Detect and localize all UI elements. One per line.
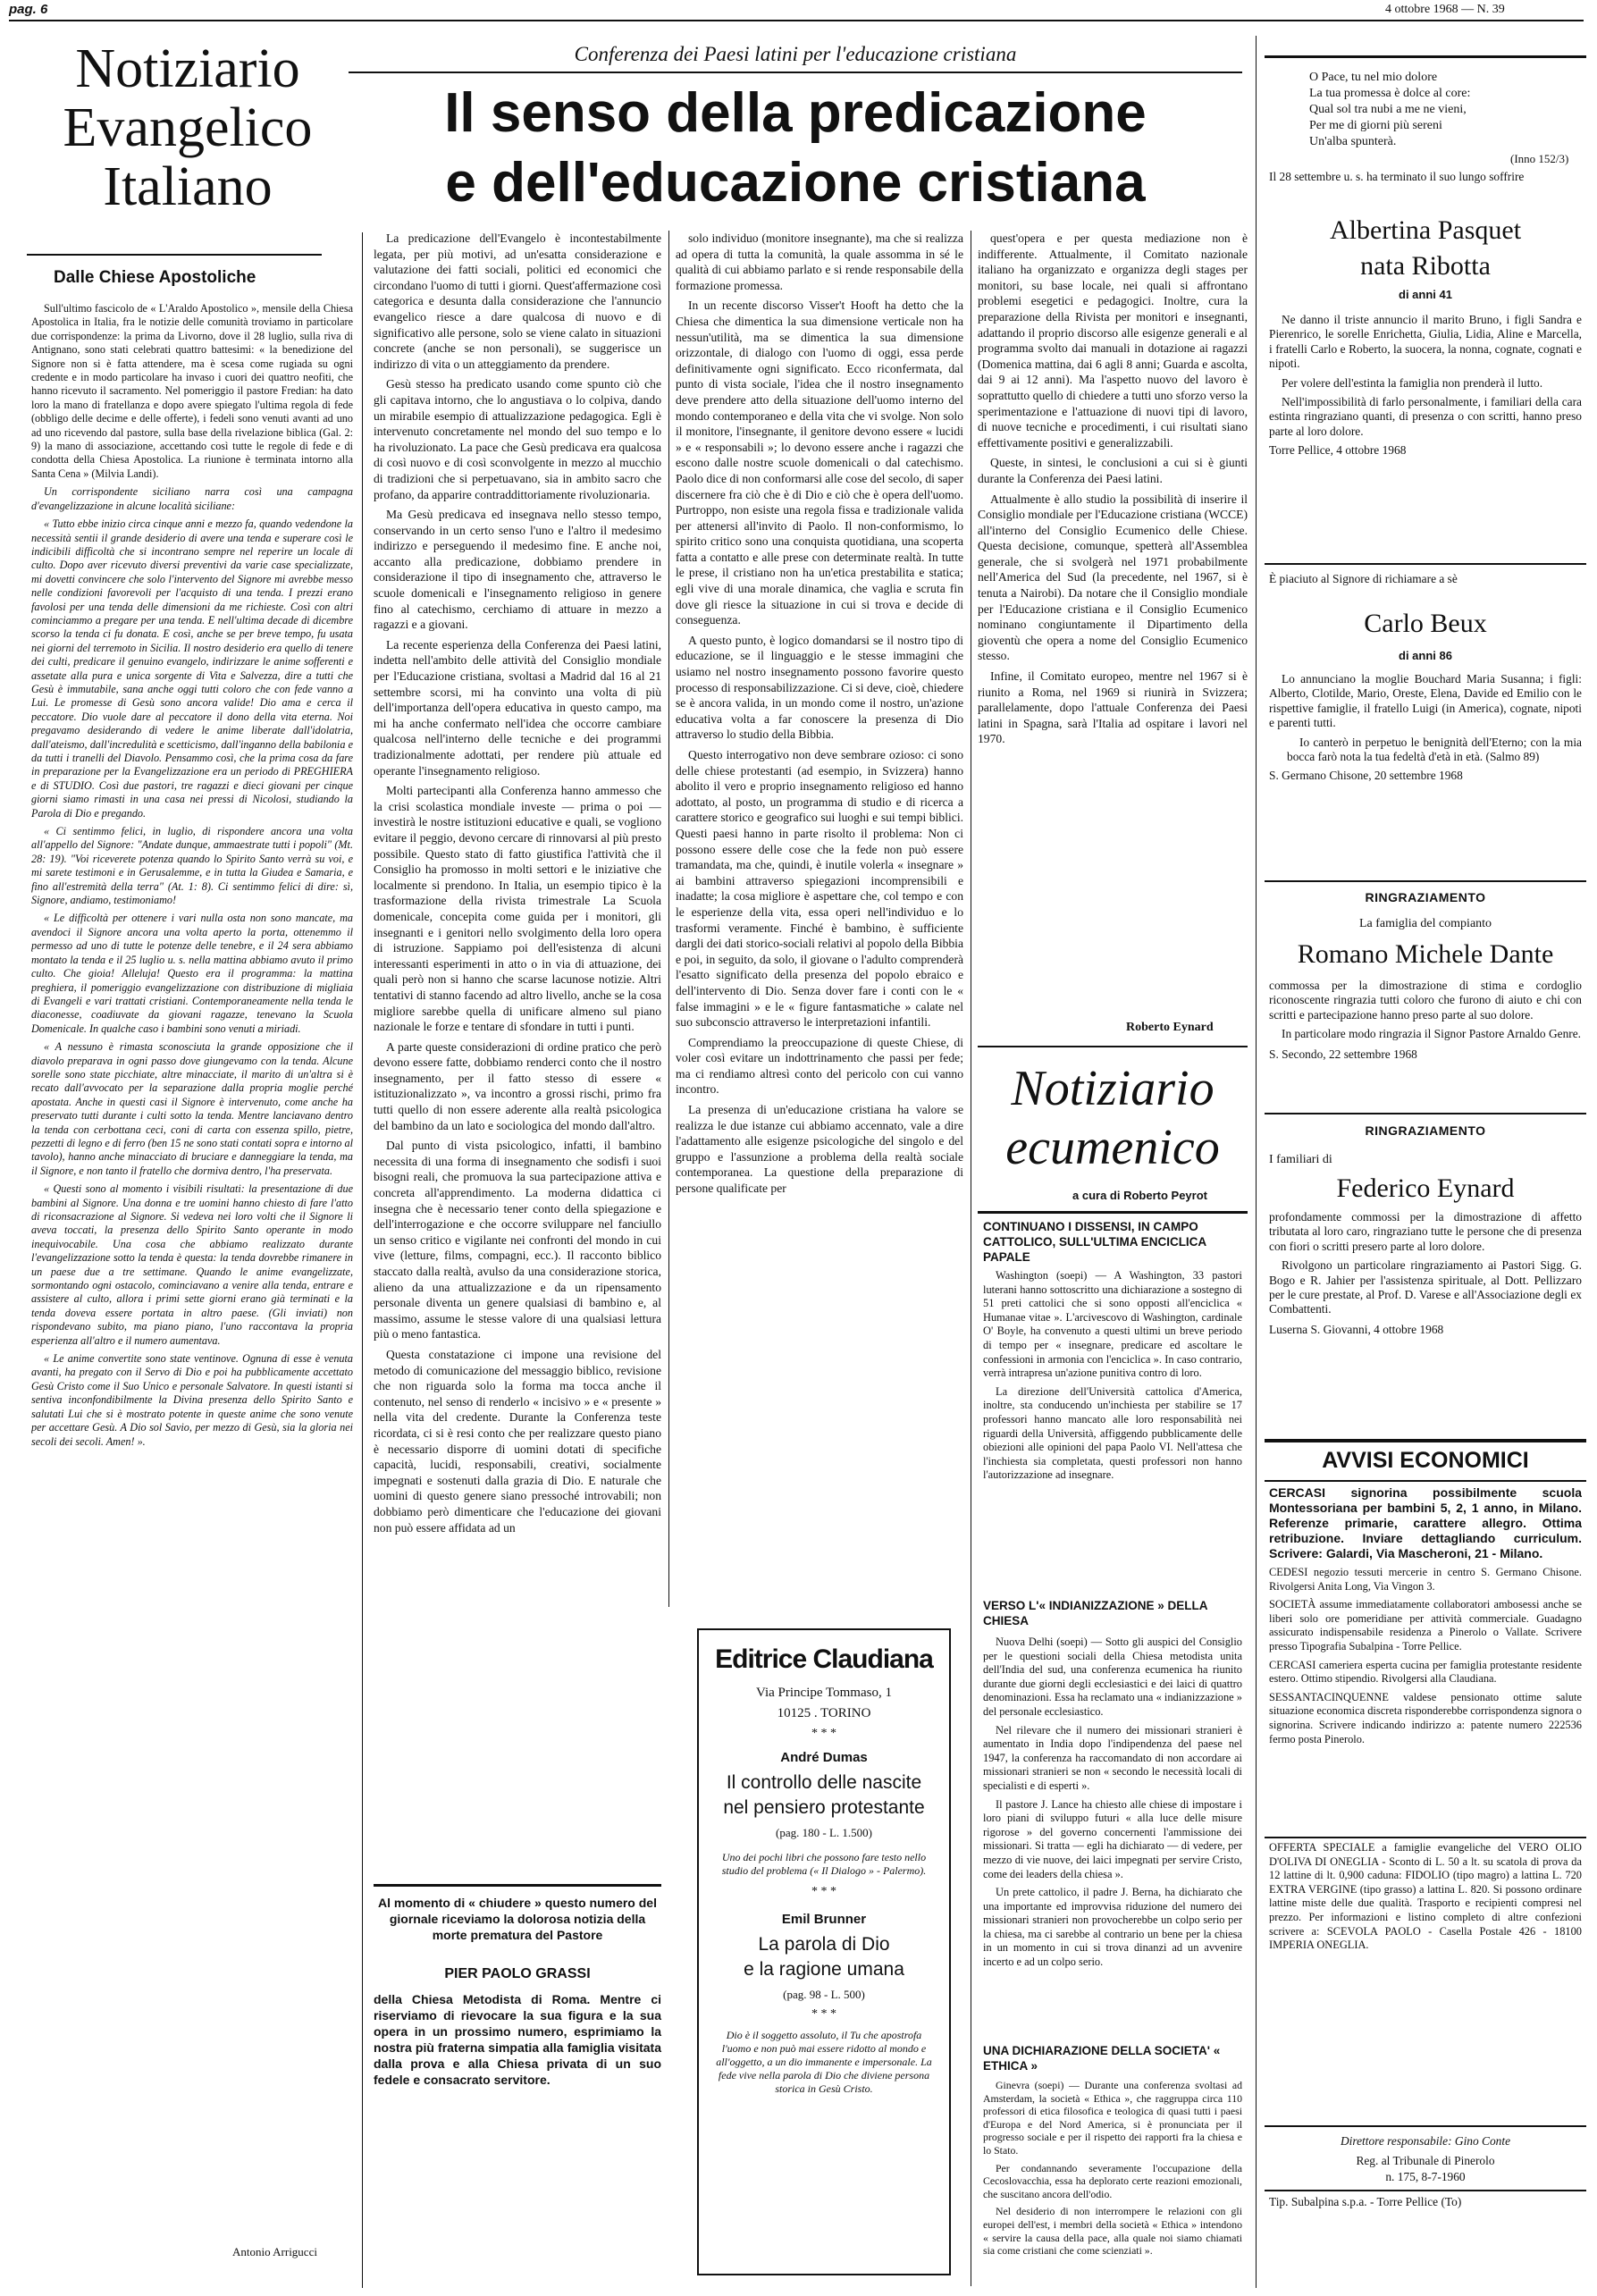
poem-line: Qual sol tra nubi a me ne vieni, bbox=[1309, 103, 1467, 116]
thanks-text: commossa per la dimostrazione di stima e cordoglio riconoscente ringrazia tutti coloro che furono di aiuto e chi con scritti e partecipazione hanno preso parte al suo dolore. bbox=[1269, 979, 1582, 1022]
obituary-text: Ne danno il triste annuncio il marito Bruno, i figli Sandra e Pierenrico, le sorelle Enrichetta, Giulia, Lidia, Aline e Marcella, i fratelli Carlo e Roberto, la suocera, la nonna, cognate, cognati e nipoti. bbox=[1269, 313, 1582, 371]
poem-line: Per me di giorni più sereni bbox=[1309, 119, 1442, 132]
avviso-item: CEDESI negozio tessuti mercerie in centro S. Germano Chisone. Rivolgersi Anita Long, Via Vingon 3. bbox=[1269, 1566, 1582, 1593]
thanks-rule bbox=[1265, 1113, 1586, 1114]
thanks-2-title: RINGRAZIAMENTO bbox=[1365, 1123, 1486, 1138]
article-paragraph: La predicazione dell'Evangelo è incontestabilmente legata, per più motivi, ad un'esatta considerazione e valutazione dei fatti sociali, politici ed economici che circondano l'uomo di tutti i giorni. Quest'affermazione così categorica e desunta dalla considerazione che l'annuncio evangelico riesce a dare qualcosa di nuovo e di significativo alle persone, solo se viene calato in situazioni concrete (anche se non personali), se suggerisce un indirizzo di vita o un atteggiamento da prendere. bbox=[374, 231, 661, 371]
obituary-text: Nell'impossibilità di farlo personalmente, i familiari della cara estinta ringraziano quanti, di presenza o con scritti, hanno preso parte al loro dolore. bbox=[1269, 395, 1582, 438]
article-paragraph: Dal punto di vista psicologico, infatti, il bambino necessita di una forma di insegnamento che sodisfi i suoi bisogni reali, che promuova la sua partecipazione attiva e concreta all'apprendimento. La moderna didattica ci insegna che è necessario tener conto della spiegazione e dell'interrogazione e che occorre sviluppare nel fanciullo un senso critico e vigilante nei confronti del mondo in cui vive (letture, films, compagni, ecc.). Il racconto biblico staccato dalla realtà, avulso da una considerazione storica, alieno da una attualizzazione e da un ripensamento personale diventa un genere qualsiasi di bambino e, al massimo, assume le stesse valore di una qualsiasi lettura più o meno fantastica. bbox=[374, 1139, 661, 1341]
stars-divider: * * * bbox=[811, 1727, 836, 1740]
left-paragraph: Un corrispondente siciliano narra così una campagna d'evangelizzazione in alcune località siciliane: bbox=[31, 485, 353, 512]
notice-title: Al momento di « chiudere » questo numero del giornale riceviamo la dolorosa notizia della morte prematura del Pastore bbox=[378, 1896, 657, 1942]
ecumenico-title-line-1: Notiziario bbox=[1011, 1061, 1215, 1116]
article-signature: Roberto Eynard bbox=[1126, 1021, 1214, 1034]
claudiana-address: Via Principe Tommaso, 1 bbox=[756, 1686, 892, 1700]
ecumenico-paragraph: Un prete cattolico, il padre J. Berna, ha dichiarato che una importante ed improvvisa riduzione del numero dei missionari stranieri non provocherebbe un colpo serio per la chiesa, ma ci sarebbe al contrario un bene per la chiesa in un momento in cui si trova dinanzi ad un avvenire incerto e ad un colpo serio. bbox=[983, 1886, 1242, 1969]
book2-description: Dio è il soggetto assoluto, il Tu che apostrofa l'uomo e non può mai essere ridotto al mondo e all'oggetto, a un dio immanente e impersonale. La fede vive nella parola di Dio che diviene persona storica in Gesù Cristo. bbox=[716, 2029, 932, 2095]
book1-title-1: Il controllo delle nascite bbox=[726, 1772, 922, 1793]
obituary-1-body bbox=[1269, 313, 1582, 518]
ecumenico-byline: a cura di Roberto Peyrot bbox=[1072, 1189, 1207, 1202]
obituary-place-date: S. Germano Chisone, 20 settembre 1968 bbox=[1269, 769, 1463, 783]
left-signature: Antonio Arrigucci bbox=[232, 2245, 317, 2258]
ecumenico-paragraph: Il pastore J. Lance ha chiesto alle chiese di impostare i loro piani di sviluppo futuri « alla luce delle misure rigorose » del governo concernenti l'ammissione dei missionari. Si tratta — egli ha dichiarato — di vedere, per mezzo di vie nuove, dei laici impegnati per servire Cristo, come dei leaders della chiesa ». bbox=[983, 1797, 1242, 1880]
notice-name: PIER PAOLO GRASSI bbox=[444, 1966, 591, 1981]
article-column-1 bbox=[374, 231, 661, 1880]
book2-title-2: e la ragione umana bbox=[744, 1959, 904, 1980]
avvisi-list bbox=[1269, 1485, 1582, 1834]
avviso-item: SESSANTACINQUENNE valdese pensionato ottime salute situazione economica discreta risponderebbe corrispondenza signora o signorina. Scrivere indicando indirizzo a: patente numero 222536 fermo posta Pinerolo. bbox=[1269, 1690, 1582, 1745]
thanks-text: Rivolgono un particolare ringraziamento ai Pastori Sigg. G. Bogo e R. Jahier per l'assistenza spirituale, al Dott. Pellizzaro per le cure prestate, al Prof. D. Varese e all'Associazione degli ex Combattenti. bbox=[1269, 1258, 1582, 1316]
article-paragraph: solo individuo (monitore insegnante), ma che si realizza ad opera di tutta la comunità, la quale assomma in sé le qualità di cui abbiamo parlato e si rende responsabile della formazione promessa. bbox=[676, 231, 963, 292]
issue-date: 4 ottobre 1968 — N. 39 bbox=[1385, 3, 1505, 16]
obituary-1-age: di anni 41 bbox=[1399, 288, 1452, 301]
book1-title-2: nel pensiero protestante bbox=[723, 1797, 925, 1818]
book1-author: André Dumas bbox=[780, 1750, 868, 1765]
article-paragraph: Questa constatazione ci impone una revisione del metodo di comunicazione del messaggio biblico, revisione che non riguarda solo la forma ma tocca anche il contenuto, nel senso di renderlo « incisivo » e « presente » nella vita del credente. Durante la Conferenza teste ricordata, ci si è resi conto che per realizzare questo piano è necessario disporre di uomini dotati di specifiche capacità, lucidi, responsabili, creativi, socialmente impegnati e sostenuti dalla grazia di Dio. E naturale che uomini di questo genere siano pressoché introvabili; non dobbiamo però dimenticare che l'educazione dei giovani non può essere affidata ad un bbox=[374, 1347, 661, 1535]
col-divider-right bbox=[1256, 36, 1257, 2288]
ecumenico-section-1 bbox=[983, 1269, 1242, 1591]
printer-rule bbox=[1265, 2190, 1586, 2191]
thanks-place-date: S. Secondo, 22 settembre 1968 bbox=[1269, 1047, 1417, 1061]
obituary-2-body bbox=[1269, 672, 1582, 873]
article-paragraph: Attualmente è allo studio la possibilità di inserire il Consiglio mondiale per l'Educazione cristiana (WCCE) all'interno del Consiglio Ecumenico delle Chiese. Questa decisione, comunque, spetterà all'Assemblea generale, che si svolgerà nel 1971 probabilmente nell'America del Sud (la precedente, nel 1967, si è tenuta a Nairobi). Da notare che il Consiglio mondiale per l'Educazione cristiana e il Consiglio Ecumenico nominano congiuntamente il Dipartimento della gioventù che opera a nome del Consiglio Ecumenico stesso. bbox=[978, 492, 1248, 663]
avviso-item: CERCASI cameriera esperta cucina per famiglia protestante residente estero. Ottimo stipendio. Rivolgersi alla Claudiana. bbox=[1269, 1658, 1582, 1686]
left-heading: Dalle Chiese Apostoliche bbox=[54, 268, 256, 287]
obituary-place-date: Torre Pellice, 4 ottobre 1968 bbox=[1269, 443, 1407, 458]
article-paragraph: La recente esperienza della Conferenza dei Paesi latini, indetta nell'ambito delle attività del Consiglio mondiale per l'Educazione cristiana, svoltasi a Madrid dal 16 al 21 settembre scorsi, mi ha convinto una volta di più dell'importanza dell'opera educativa in questo campo, ma mi ha anche confermato nell'idea che occorre cambiare qualcosa nell'interno delle tecniche e dei programmi tradizionalmente adottati, per rendere più attuale ed operante l'insegnamento religioso. bbox=[374, 637, 661, 778]
registration-2: n. 175, 8-7-1960 bbox=[1385, 2170, 1466, 2183]
left-paragraph: « Tutto ebbe inizio circa cinque anni e mezzo fa, quando vedendone la necessità sentii il grande desiderio di avere una tenda e superare così le indicibili difficoltà che si incontrano sempre nel reperire un locale di culto. Dopo aver ricevuto diversi preventivi da varie case specializzate, mi dovetti convincere che solo l'intervento del Signore mi avrebbe messo nelle condizioni favorevoli per l'acquisto di una tenda. I prezzi erano favolosi per una tenda delle dimensioni da me richieste. Così con altri cominciammo a pregare per una tenda. E nell'ultima decade di dicembre scorso la tenda ci fu donata. E così, anche se per breve tempo, fu usata nei giorni del terremoto in Sicilia. Il nostro desiderio era quello di tenere dei culti, predicare il genuino evangelo, indirizzare le anime sofferenti e assetate alla pura e unica sorgente di Vita e Salvezza, dire a tutti che Gesù è immutabile, sana anche oggi tutti coloro che con fede vanno a Lui. Le promesse di Gesù sono ancora valide! Dio ama e cerca il peccatore. Dio vuole dare al peccatore il dono della vita eterna. Noi pregavamo desiderando di vedere le anime liberate dall'idolatria, dall'ateismo, dall'incredulità e scetticismo, dall'inganno della babilonia e da tutti i tranelli del Diavolo. Pensammo così, che la prima cosa da fare in preparazione per la Evangelizzazione era un periodo di PREGHIERA e di STUDIO. Così due pastori, tre ragazzi e dieci giovani per cinque giorni siamo rimasti in una casa nei pressi di Nicolosi, studiando la Parola di Dio e pregando. bbox=[31, 517, 353, 820]
thanks-2-body bbox=[1269, 1210, 1582, 1425]
avvisi-top-rule bbox=[1265, 1439, 1586, 1442]
article-end-rule bbox=[978, 1046, 1248, 1047]
article-paragraph: Infine, il Comitato europeo, mentre nel 1967 si è riunito a Roma, nel 1969 si riunirà in Svizzera; parallelamente, dopo l'attuale Conferenza dei Paesi latini in Spagna, sarà l'Italia ad ospitare i lavori nel 1970. bbox=[978, 669, 1248, 746]
top-rule-left bbox=[9, 20, 1584, 21]
avvisi-title-rule bbox=[1265, 1480, 1586, 1482]
stars-divider: * * * bbox=[811, 1885, 836, 1898]
thanks-1-body bbox=[1269, 979, 1582, 1113]
avviso-item: CERCASI signorina possibilmente scuola Montessoriana per bambini 5, 2, 1 anno, in Milano. Referenze primarie, carattere allegro. Ottima retribuzione. Inviare dettagliando curriculum. Scrivere: Galardi, Via Mascheroni, 21 - Milano. bbox=[1269, 1485, 1582, 1560]
colophon-rule bbox=[1265, 2125, 1586, 2127]
article-paragraph: In un recente discorso Visser't Hooft ha detto che la Chiesa che dimentica la sua dimensione verticale non ha nessun'utilità, ma se dimentica la sua dimensione orizzontale, di dialogo con l'uomo di oggi, essa perde definitivamente ogni significato. Ecco riconfermata, dal punto di vista sociale, l'idea che il nostro insegnamento deve prendere atto della situazione dell'uomo interno del mondo contemporaneo e della vita che vi svolge. Non solo il monitore, l'insegnante, il genitore devono essere « lucidi » e « responsabili »; lo devono essere anche i ragazzi che escono dalle nostre scuole domenicali o dal catechismo. Paolo dice di non conformarsi alle cose del secolo, di saper discernere fra ciò che è di Dio e ciò che è opera dell'uomo. Purtroppo, non esiste una regola fissa e tradizionale valida per attenersi all'invito di Paolo. Il non-conformismo, lo spirito critico sono una conquista quotidiana, una scoperta fatta a contatto e alle prese con determinate realtà. In tutte le prese, il cristiano non ha un'etica prestabilita e statica; egli vive di una morale dinamica, che vaglia e scruta fin dove gli riesce la situazione in cui si trova e decide di conseguenza. bbox=[676, 299, 963, 627]
left-paragraph: Sull'ultimo fascicolo de « L'Araldo Apostolico », mensile della Chiesa Apostolica in Italia, fra le notizie delle comunità troviamo in particolare due corrispondenze: la prima da Livorno, dove il 28 luglio, sulla riva di Antignano, sono stati celebrati quattro battesimi: « la benedizione del Signore non si è fatta attendere, ma è scesa come rugiada su ogni credente e in modo particolare ha invaso i cuori dei quattro neofiti, che hanno ricevuto il sacramento. Nel pomeriggio il pastore Fredian: ha dato loro la mano di fratellanza e dopo avere spiegato l'ultima regola di fede (obbligo delle decime e delle offerte), i fedeli sono venuti avanti ad uno ad uno ricevendo dal pastore, sulla base della rivelazione biblica (Gal. 2: 9) la mano di associazione, accettando così tutte le regole di fede e di condotta della Chiesa Apostolica. La riunione è terminata intorno alla Santa Cena » (Milvia Landi). bbox=[31, 302, 353, 480]
ecumenico-paragraph: Washington (soepi) — A Washington, 33 pastori luterani hanno sottoscritto una dichiarazione a sostegno di 51 preti cattolici che si sono opposti all'enciclica « Humanae vitae ». L'arcivescovo di Washington, cardinale O' Boyle, ha convenuto a questi ultimi un breve periodo di tempo per « insegnare, predicare ed ascoltare le confessioni in armonia con l'enciclica ». In caso contrario, verrà intrapresa un'azione punitiva contro di loro. bbox=[983, 1269, 1242, 1380]
col-divider-1 bbox=[362, 232, 363, 2288]
article-paragraph: A questo punto, è logico domandarsi se il nostro tipo di educazione, se il linguaggio e le stesse immagini che usiamo nel nostro insegnamento possono favorire questo processo di responsabilizzazione. Ci si deve, cioè, chiedere se è ancora valida, in un mondo come il nostro, un'azione educativa volta a far conoscere la presenza di Dio attraverso lo studio della Bibbia. bbox=[676, 633, 963, 742]
obituary-rule bbox=[1265, 563, 1586, 565]
article-paragraph: Gesù stesso ha predicato usando come spunto ciò che gli capitava intorno, che lo angustiava o lo colpiva, dando un mirabile esempio di attualizzazione pedagogica. Egli è intervenuto concretamente nel mondo del suo tempo e lo ha rivoluzionato. La pace che Gesù predicava era qualcosa di così nuovo e di così sconvolgente in mezzo al mucchio di tradizioni che si perpetuavano, sia in ambito sacro che profano, da apparire contraddittoriamente rivoluzionaria. bbox=[374, 377, 661, 501]
ecumenico-section-3 bbox=[983, 2079, 1242, 2289]
masthead-rule bbox=[27, 254, 322, 256]
claudiana-city: 10125 . TORINO bbox=[777, 1706, 871, 1720]
director: Direttore responsabile: Gino Conte bbox=[1340, 2134, 1511, 2148]
ecumenico-paragraph: Per condannando severamente l'occupazione della Cecoslovacchia, essa ha deplorato certe reazioni emozionali, che suscitano ancora dell'odio. bbox=[983, 2161, 1242, 2200]
obituary-text: Per volere dell'estinta la famiglia non prenderà il lutto. bbox=[1282, 375, 1543, 390]
ecumenico-heading-2: VERSO L'« INDIANIZZAZIONE » DELLA CHIESA bbox=[983, 1599, 1207, 1627]
thanks-text: profondamente commossi per la dimostrazione di affetto tributata al loro caro, ringraziano tutte le persone che di presenza con fiori o scritti presero parte al loro dolore. bbox=[1269, 1210, 1582, 1253]
poem-line: La tua promessa è dolce al core: bbox=[1309, 87, 1471, 100]
obituary-verse: Io canterò in perpetuo le benignità dell'Eterno; con la mia bocca farò nota la tua fedeltà d'età in età. (Salmo 89) bbox=[1287, 735, 1582, 764]
registration-1: Reg. al Tribunale di Pinerolo bbox=[1356, 2154, 1495, 2167]
book2-info: (pag. 98 - L. 500) bbox=[783, 1988, 865, 2001]
masthead-line-3: Italiano bbox=[103, 156, 273, 217]
left-paragraph: « Le anime convertite sono state ventinove. Ognuna di esse è venuta avanti, ha pregato con il Servo di Dio e poi ha pubblicamente accettato Gesù Cristo come il Suo Unico e personale Salvatore. In questi istanti si sentiva inconfondibilmente la Divina presenza dello Spirito Santo e salutati Lui che si è mostrato potente in queste anime che sono venute per accettare Gesù. A Dio sol Savio, per mezzo di Gesù, sia la gloria nei secoli dei secoli. Amen! ». bbox=[31, 1352, 353, 1448]
book1-info: (pag. 180 - L. 1.500) bbox=[776, 1826, 872, 1839]
thanks-2-name: Federico Eynard bbox=[1336, 1173, 1515, 1203]
poem-line: O Pace, tu nel mio dolore bbox=[1309, 71, 1438, 84]
special-offer bbox=[1269, 1841, 1582, 2109]
masthead-line-1: Notiziario bbox=[75, 38, 300, 99]
article-paragraph: quest'opera e per questa mediazione non è indifferente. Attualmente, il Comitato nazionale italiano ha organizzato e organizza degli stages per monitori, su base locale, nei quali si affrontano problemi esegetici e pedagogici. Inoltre, cura la preparazione della Rivista per monitori e insegnanti, adattando il proprio discorso alle esigenze generali e al programma svolto dai manuali in dotazione ai ragazzi (Domenica mattina, dai 6 agli 8 anni; Guarda e ascolta, dai 9 ai 12 anni). Ma l'aspetto nuovo del lavoro è soprattutto quello di chiedere a tutti uno sforzo verso la sperimentazione e l'attuazione di nuovi tipi di lavoro, di nuove tecniche e procedimenti, i cui risultati siano effettivamente positivi e generalizzabili. bbox=[978, 231, 1248, 450]
printer: Tip. Subalpina s.p.a. - Torre Pellice (To) bbox=[1269, 2195, 1462, 2208]
article-paragraph: Questo interrogativo non deve sembrare ozioso: ci sono delle chiese protestanti (ad esempio, in Svizzera) hanno abolito il vero e proprio insegnamento religioso ed hanno adottato, al posto, un programma di studio e di ricerca a carattere storico e geografico sui luoghi e sui tempi biblici. Questi paesi hanno in parte risolto il problema: Non ci possono essere delle cose che la fede non può essere tramandata, ma che, quindi, è inutile volerla « insegnare » ai bambini attraverso spiegazioni incomprensibili e inadatte; la cosa migliore è aspettare che, col tempo e con le esperienze della vita, essa operi nell'individuo e lo trasformi veramente. Finché è bambino, è sufficiente dargli dei dati storico-sociali relativi al popolo della Bibbia e poi, in seguito, da solo, il giovane o l'adulto comprenderà l'esatto significato della presenza del popolo ebraico e dell'intervento di Dio. Senza dover fare i conti con le « false immagini » e le « figure fantasmatiche » calate nel suo subconscio attraverso le interpretazioni infantili. bbox=[676, 748, 963, 1030]
obituary-2-name: Carlo Beux bbox=[1364, 609, 1487, 638]
article-column-3 bbox=[978, 231, 1248, 1017]
thanks-text: In particolare modo ringrazia il Signor Pastore Arnaldo Genre. bbox=[1282, 1027, 1582, 1041]
stars-divider: * * * bbox=[811, 2007, 836, 2021]
obituary-2-intro: È piaciuto al Signore di richiamare a sè bbox=[1269, 572, 1458, 585]
ecumenico-rule bbox=[978, 1211, 1248, 1214]
obituary-2-age: di anni 86 bbox=[1399, 649, 1452, 662]
page-number: pag. 6 bbox=[9, 2, 48, 17]
ecumenico-heading-1: CONTINUANO I DISSENSI, IN CAMPO CATTOLICO, SULL'ULTIMA ENCICLICA PAPALE bbox=[983, 1220, 1206, 1264]
ecumenico-title-line-2: ecumenico bbox=[1005, 1120, 1220, 1175]
masthead-line-2: Evangelico bbox=[63, 97, 313, 158]
thanks-1-title: RINGRAZIAMENTO bbox=[1365, 890, 1486, 904]
offer-text: OFFERTA SPECIALE a famiglie evangeliche del VERO OLIO D'OLIVA DI ONEGLIA - Sconto di L. 50 a lt. su scatola di prova da 12 lattine di lt. 0,900 caduna: FIDOLIO (tipo magro) a lattina L. 720 EXTRA VERGINE (tipo grasso) a lattina L. 820. Si possono ordinare lattine miste delle due qualità. Trasporto e recipienti compresi nel prezzo. Per informazioni e listino completo di altre confezioni scrivere a: SCEVOLA PAOLO - Casella Postale 426 - 18100 IMPERIA ONEGLIA. bbox=[1269, 1841, 1582, 1952]
notice-body: della Chiesa Metodista di Roma. Mentre ci riserviamo di rievocare la sua figura e la sua opera in un prossimo numero, esprimiamo la nostra più fraterna simpatia alla famiglia visitata dalla prova e alla Chiesa privata di un suo fedele e consacrato servitore. bbox=[374, 1992, 661, 2087]
headline bbox=[349, 79, 1242, 218]
ecumenico-title bbox=[978, 1059, 1248, 1177]
book2-author: Emil Brunner bbox=[781, 1912, 867, 1927]
article-column-2 bbox=[676, 231, 963, 1607]
poem-line: Un'alba spunterà. bbox=[1309, 135, 1397, 148]
claudiana-ad bbox=[697, 1628, 951, 2275]
article-paragraph: Queste, in sintesi, le conclusioni a cui si è giunti durante la Conferenza dei Paesi latini. bbox=[978, 456, 1248, 485]
article-paragraph: A parte queste considerazioni di ordine pratico che però devono essere fatte, dobbiamo renderci conto che il nostro insegnamento, per il fatto stesso di essere « istituzionalizzato », va incontro a grossi rischi, primo fra tutti quello di non essere aderente alla realtà psicologica del bambino da un lato e sociologica del mondo dall'altro. bbox=[374, 1039, 661, 1132]
article-paragraph: La presenza di un'educazione cristiana ha valore se realizza le due istanze cui abbiamo accennato, vale a dire l'adattamento alle esigenze psicologiche del singolo e del gruppo e l'assunzione a problema della realtà sociale contemporanea. La questione della preparazione di persone qualificate per bbox=[676, 1103, 963, 1196]
avviso-item: SOCIETÀ assume immediatamente collaboratori ambosessi anche se liberi solo ore pomeridiane per attività commerciale. Guadagno assicurato indispensabile residenza a Pinerolo o Vallate. Scrivere presso Tipografia Subalpina - Torre Pellice. bbox=[1269, 1598, 1582, 1653]
ecumenico-heading-3: UNA DICHIARAZIONE DELLA SOCIETA' « ETHICA » bbox=[983, 2044, 1221, 2073]
ecumenico-paragraph: Nel rilevare che il numero dei missionari stranieri è aumentato in India dopo l'indipendenza del paese nel 1947, la conferenza ha raccomandato di non accordare ai missionari stranieri se non « secondo le necessità locali di specialisti e di esperti ». bbox=[983, 1723, 1242, 1792]
book1-description: Uno dei pochi libri che possono fare testo nello studio del problema (« Il Dialogo » - Palermo). bbox=[721, 1851, 927, 1877]
poem bbox=[1309, 70, 1577, 150]
poem-reference: (Inno 152/3) bbox=[1510, 152, 1569, 165]
col-divider-2 bbox=[668, 231, 669, 1607]
left-paragraph: « Ci sentimmo felici, in luglio, di rispondere ancora una volta all'appello del Signore: "Andate dunque, ammaestrate tutti i popoli" (Mt. 28: 19). "Voi riceverete potenza quando lo Spirito Santo verrà su voi, e mi sarete testimoni e in Gerusalemme, e in tutta la Giudea e Samaria, e fino all'estremità della terra" (At. 1: 8). Ci sentimmo felici di dire: sì, Signore, andiamo, testimoniamo! bbox=[31, 825, 353, 907]
left-paragraph: « Questi sono al momento i visibili risultati: la presentazione di due bambini al Signore. Una donna e tre uomini hanno chiesto di fare l'atto di riconsacrazione al Signore. Si vedeva nei loro volti che il Signore li aveva toccati, la presenza dello Spirito Santo operante in modo inequivocabile. Una cosa che abbiamo realizzato durante l'evangelizzazione sotto la tenda è questa: la tenda dovrebbe rimanere in un paese due a tre settimane. Quando le anime evangelizzate, sormontando ogni ostacolo, cominciavano a venire alla tenda, entrare e assistere al culto, allora i primi sette giorni erano già terminati e la tenda doveva essere portata in altro paese. (Gli inviati) non rispondevano subito, ma piano piano, l'uno raccontava la propria esperienza all'altro e il numero aumentava. bbox=[31, 1182, 353, 1347]
ecumenico-paragraph: Ginevra (soepi) — Durante una conferenza svoltasi ad Amsterdam, la società « Ethica », che raggruppa circa 110 professori di etica filosofica e teologica di quasi tutti i paesi d'Europa e del Nord America, si è pronunciata per il progresso sociale e per il rispetto dei rapporti fra la chiesa e lo Stato. bbox=[983, 2079, 1242, 2157]
thanks-1-name: Romano Michele Dante bbox=[1297, 939, 1554, 969]
left-paragraph: « A nessuno è rimasta sconosciuta la grande opposizione che il diavolo preparava in ogni passo dove giungevamo con la tenda. Alcune sorelle sono state picchiate, altre minacciate, il marito di un'altra si è recato dall'avvocato per la separazione dalla propria moglie perché apostata. Anche in questi casi il Signore è intervenuto, come anche ha preservato tutti durante i culti sotto la tenda. Mentre lanciavano dentro la tenda con cerbottana ceci, coni di carta con essenza spillo, pietre, pezzetti di legno e di ferro (ben 15 ne sono stati contati sopra e intorno al tavolo), hanno anche minacciato di bruciare e danneggiare la tenda, ma il Signore, e non tanto il fratello che dormiva dentro, l'ha preservata. bbox=[31, 1040, 353, 1177]
article-paragraph: Molti partecipanti alla Conferenza hanno ammesso che la crisi scolastica mondiale investe — prima o poi — investirà le nostre istituzioni educative e quali, se vogliono evitare il peggio, devono cercare di rinnovarsi al più presto possibile. Questo stato di fatto giustifica l'attività che il Consiglio ha promosso in molti settori e le iniziative che localmente si prendono. In Italia, un esempio tipico è la trasformazione della rivista trimestrale La Scuola domenicale, concepita come guida per i monitori, gli insegnanti e i genitori nello svolgimento della loro opera di istruzione. Sappiamo poi dell'esistenza di alcuni interessanti esperimenti in atto o in via di attuazione, dei quali però non si hanno che scarse lacunose notizie. Altri tentativi di stanno facendo ad altro livello, anche se la cosa migliore sarebbe quella di unificare almeno sul piano nazionale le forze e tentare di sfondare in tutti i punti. bbox=[374, 784, 661, 1034]
supertitle-rule bbox=[349, 71, 1242, 73]
left-paragraph: « Le difficoltà per ottenere i vari nulla osta non sono mancate, ma avendoci il Signore ancora una volta aperto la porta, ottenemmo il permesso ad uno di tutte le potenze delle tenebre, e il 24 sera abbiamo montato la tenda e il 25 luglio u. s. nella mattina abbiamo avuto il primo culto. Che gioia! Alleluja! Questo era il programma: la mattina preghiera, il pomeriggio evangelizzazione con distribuzione di migliaia di Evangeli e vari trattati cristiani. Contemporaneamente nella tenda le diaconesse, coadiuvate da giovani ragazze, tenevano la Scuola Domenicale. In qualche caso i bambini sono venuti a miriadi. bbox=[31, 912, 353, 1035]
ecumenico-section-2 bbox=[983, 1636, 1242, 2038]
article-paragraph: Ma Gesù predicava ed insegnava nello stesso tempo, conservando in un certo senso l'uno e l'altro il medesimo indirizzo e perseguendo il medesimo fine. E anche noi, accanto alla predicazione, dobbiamo prendere in considerazione il tipo di insegnamento che, attraverso le scuole domenicali e l'insegnamento religioso in genere fino al catechismo, cerchiamo di attuare in mezzo a ragazzi e a giovani. bbox=[374, 508, 661, 632]
book2-title-1: La parola di Dio bbox=[758, 1934, 890, 1955]
offer-rule bbox=[1265, 1837, 1586, 1838]
ecumenico-paragraph: Nel desiderio di non interrompere le relazioni con gli europei dell'est, i membri della società « Ethica » intendono « servire la causa della pace, alla quale noi siamo chiamati sia come cristiani che come scienziati ». bbox=[983, 2205, 1242, 2258]
headline-line-2: e dell'educazione cristiana bbox=[445, 152, 1146, 214]
thanks-1-intro: La famiglia del compianto bbox=[1358, 917, 1492, 930]
notice-rule bbox=[374, 1884, 661, 1887]
obituary-1-name: Albertina Pasquet bbox=[1329, 215, 1522, 245]
avvisi-title: AVVISI ECONOMICI bbox=[1322, 1448, 1529, 1473]
thanks-place-date: Luserna S. Giovanni, 4 ottobre 1968 bbox=[1269, 1322, 1444, 1336]
supertitle: Conferenza dei Paesi latini per l'educazione cristiana bbox=[574, 43, 1017, 65]
obituary-1-intro: Il 28 settembre u. s. ha terminato il suo lungo soffrire bbox=[1269, 170, 1525, 183]
left-column bbox=[31, 302, 353, 2233]
thanks-2-intro: I familiari di bbox=[1269, 1153, 1332, 1166]
obituary-text: Lo annunciano la moglie Bouchard Maria Susanna; i figli: Alberto, Clotilde, Mario, Oreste, Elena, Davide ed Emilio con le rispettive famiglie, il fratello Luigi (in America), cognate, nipoti e parenti tutti. bbox=[1269, 672, 1582, 730]
ecumenico-paragraph: La direzione dell'Università cattolica d'America, inoltre, sta conducendo un'inchiesta per stabilire se 17 professori hanno mancato alle loro responsabilità nei riguardi della Università, affiggendo pubblicamente delle obiezioni alle opinioni del papa Paolo VI. Nell'attesa che l'inchiesta sia completata, questi professori non hanno l'autorizzazione ad insegnare. bbox=[983, 1384, 1242, 1482]
headline-line-1: Il senso della predicazione bbox=[444, 82, 1147, 144]
obituary-1-maiden-name: nata Ribotta bbox=[1360, 251, 1491, 281]
right-top-rule bbox=[1265, 55, 1586, 58]
article-paragraph: Comprendiamo la preoccupazione di queste Chiese, di voler così evitare un indottrinamento che passi per fede; ma ci rendiamo altresì conto del pericolo con cui vanno incontro. bbox=[676, 1035, 963, 1097]
obituary-rule bbox=[1265, 880, 1586, 882]
ecumenico-paragraph: Nuova Delhi (soepi) — Sotto gli auspici del Consiglio per le questioni sociali della Chiesa metodista unita dell'India del sud, una conferenza ecumenica ha riunito durante due giorni degli ecclesiastici e dei laici di quattro denominazioni. Essa ha reclamato una « indianizzazione » del personale ecclesiastico. bbox=[983, 1636, 1242, 1718]
claudiana-title: Editrice Claudiana bbox=[715, 1644, 933, 1674]
masthead bbox=[54, 39, 322, 216]
